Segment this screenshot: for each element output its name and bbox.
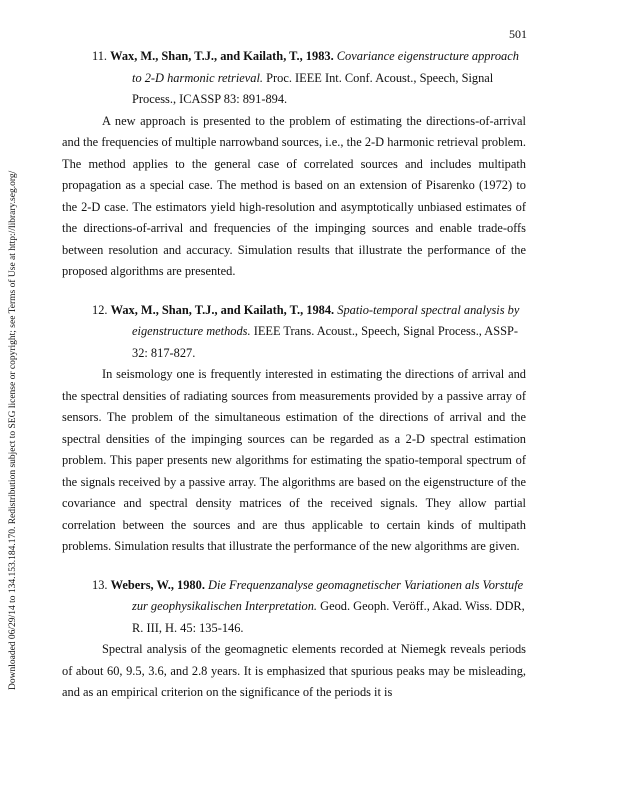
reference-abstract: A new approach is presented to the problem of estimating the directions-of-arrival and the frequencies of multiple narrowband sources, i.e., the 2-D harmonic retrieval problem. The method applies to the general case of correlated sources and includes multipath propagation as a special case. The method is based on an extension of Pisarenko (1972) to the 2-D case. The estimators yield high-resolution and asymptotically unbiased estimates of the directions-of-arrival and frequencies of the impinging sources and enable trade-offs between resolution and accuracy. Simulation results that illustrate the performance of the proposed algorithms are presented.	[62, 113, 526, 278]
reference-source: Proc. IEEE Int. Conf. Acoust., Speech, Signal Process., ICASSP 83: 891-894.	[132, 70, 494, 106]
page-number: 501	[509, 27, 527, 41]
reference-entry	[62, 575, 526, 704]
reference-source: Geod. Geoph. Veröff., Akad. Wiss. DDR, R. III, H. 45: 135-146.	[132, 599, 525, 635]
reference-title: Spatio-temporal spectral analysis by eigenstructure methods.	[132, 302, 520, 338]
reference-number: 11.	[92, 49, 108, 63]
reference-list	[62, 46, 526, 704]
reference-entry	[62, 300, 526, 558]
reference-abstract: In seismology one is frequently interested in estimating the directions of arrival and the spectral densities of radiating sources from measurements provided by a passive array of sensors. The problem of the simultaneous estimation of the directions of arrival and the spectral densities of the impinging sources can be regarded as a 2-D spectral estimation problem. This paper presents new algorithms for estimating the spatio-temporal spectrum of the signals received by a passive array. The algorithms are based on the eigenstructure of the covariance and spectral density matrices of the received signals. They allow partial correlation between the sources and are thus applicable to certain kinds of multipath problems. Simulation results that illustrate the performance of the new algorithms are given.	[62, 367, 526, 553]
reference-number: 13.	[92, 577, 108, 592]
reference-authors: Webers, W., 1980.	[110, 577, 205, 592]
reference-citation	[92, 46, 526, 111]
download-stamp: Downloaded 06/29/14 to 134.153.184.170. Redistribution subject to SEG license or copyright; see Terms of Use at http://library.seg.org/	[8, 170, 18, 690]
reference-title: Covariance eigenstructure approach to 2-D harmonic retrieval.	[132, 49, 519, 85]
reference-authors: Wax, M., Shan, T.J., and Kailath, T., 1984.	[110, 302, 335, 317]
reference-citation	[92, 575, 526, 640]
reference-entry	[62, 46, 526, 283]
reference-abstract: Spectral analysis of the geomagnetic elements recorded at Niemegk reveals periods of about 60, 9.5, 3.6, and 2.8 years. It is emphasized that spurious peaks may be misleading, and as an empirical criterion on the significance of the periods it is	[62, 642, 526, 699]
reference-citation	[92, 300, 526, 365]
reference-source: IEEE Trans. Acoust., Speech, Signal Process., ASSP-32: 817-827.	[132, 324, 519, 360]
reference-number: 12.	[92, 302, 108, 317]
reference-authors: Wax, M., Shan, T.J., and Kailath, T., 1983.	[110, 49, 334, 63]
reference-title: Die Frequenzanalyse geomagnetischer Variationen als Vorstufe zur geophysikalischen Interpretation.	[132, 577, 524, 613]
